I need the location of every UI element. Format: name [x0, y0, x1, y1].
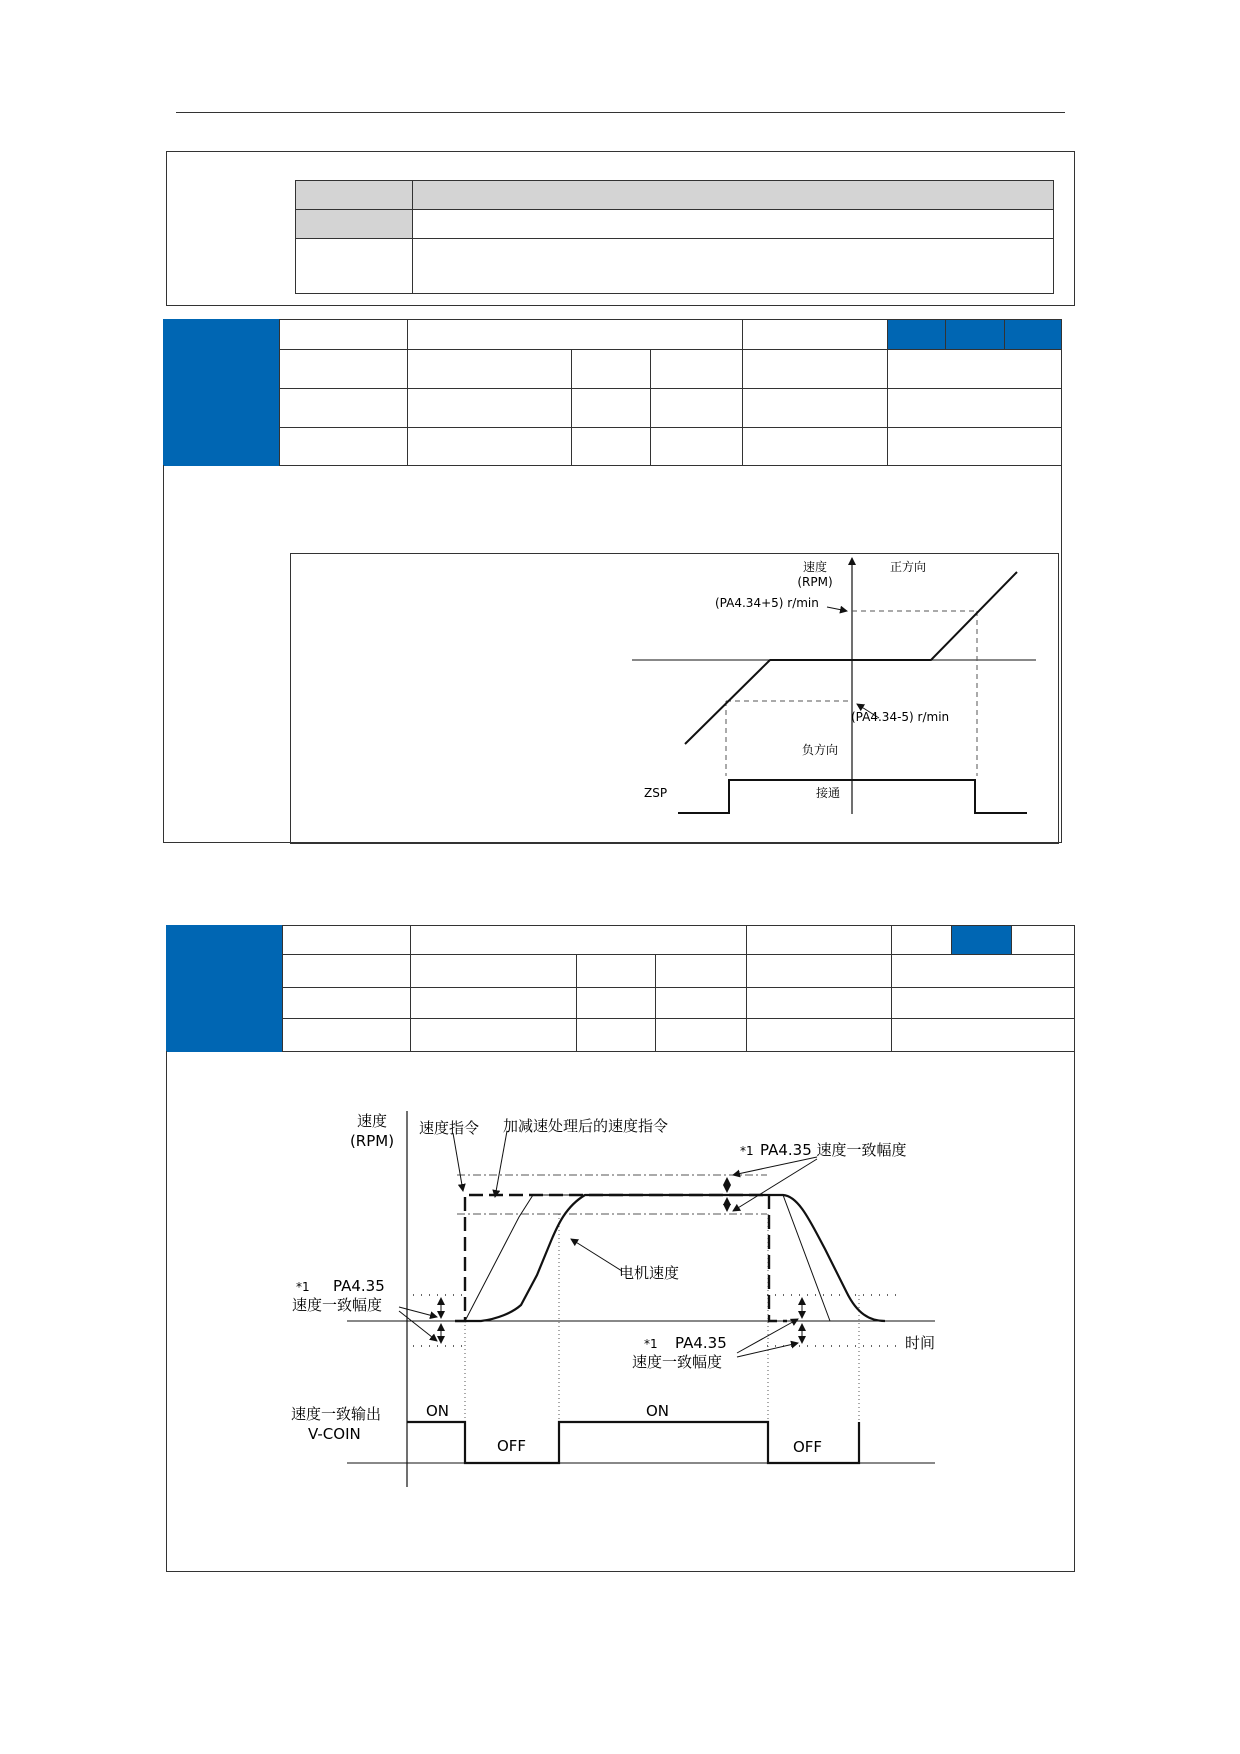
param-cell: [283, 926, 411, 955]
mode-cell: [1012, 926, 1075, 955]
accel-command-label: 加减速处理后的速度指令: [503, 1117, 669, 1135]
speed-label-line2: (RPM): [797, 575, 833, 589]
summary-cell: [296, 239, 413, 294]
param-cell: [656, 988, 747, 1019]
param-cell: [888, 389, 1062, 428]
param-cell: [888, 350, 1062, 389]
param-cell: [411, 926, 747, 955]
param-cell: [577, 988, 656, 1019]
summary-cell: [413, 239, 1054, 294]
param-cell: [280, 350, 408, 389]
upper-threshold-label: (PA4.34+5) r/min: [715, 596, 819, 610]
param-cell: [283, 988, 411, 1019]
vcoin-speed-label-line2: (RPM): [349, 1132, 395, 1150]
on-label: ON: [426, 1402, 450, 1420]
param-cell: [651, 389, 743, 428]
summary-cell: [296, 210, 413, 239]
note-mark-bottom: *1: [644, 1337, 658, 1351]
left-param-label: PA4.35: [333, 1277, 385, 1295]
param-cell: [408, 350, 572, 389]
param-cell: [651, 350, 743, 389]
param-cell: [572, 428, 651, 466]
positive-direction-label: 正方向: [890, 560, 927, 574]
zsp-signal-label: ZSP: [644, 786, 668, 800]
param-cell: [411, 1019, 577, 1052]
lower-threshold-label: (PA4.34-5) r/min: [851, 710, 950, 724]
negative-direction-label: 负方向: [801, 743, 839, 757]
summary-cell: [296, 181, 413, 210]
mode-cell: [888, 320, 946, 350]
summary-table: [295, 180, 1054, 294]
speed-command-leader: [453, 1133, 463, 1191]
param-cell: [743, 320, 888, 350]
param-cell: [888, 428, 1062, 466]
param-cell: [572, 350, 651, 389]
accel-command-leader: [495, 1131, 507, 1197]
mode-cell: [1005, 320, 1062, 350]
param-table: [282, 925, 1075, 1052]
time-axis-label: 时间: [905, 1334, 936, 1352]
param-cell: [747, 988, 892, 1019]
off-label: OFF: [497, 1437, 527, 1455]
vcoin-diagram: [167, 1051, 1074, 1570]
zsp-figure-frame: [290, 553, 1059, 844]
param-cell: [280, 389, 408, 428]
left-param-desc: 速度一致幅度: [292, 1296, 383, 1314]
off-label: OFF: [793, 1438, 823, 1456]
upper-threshold-arrow: [827, 607, 847, 611]
param-cell: [408, 389, 572, 428]
param-cell: [656, 955, 747, 988]
mode-cell: [952, 926, 1012, 955]
param-cell: [747, 955, 892, 988]
param-description: [166, 1051, 1075, 1572]
note-mark-top: *1: [740, 1144, 754, 1158]
zsp-diagram: [291, 554, 1060, 845]
summary-cell: [413, 181, 1054, 210]
vcoin-output-trace: [407, 1422, 859, 1463]
bottom-param-desc: 速度一致幅度: [632, 1353, 723, 1371]
output-label-line2: V-COIN: [308, 1425, 361, 1443]
param-cell: [408, 428, 572, 466]
param-id-block: [163, 319, 279, 466]
param-cell: [411, 988, 577, 1019]
param-cell: [747, 926, 892, 955]
mode-cell: [892, 926, 952, 955]
param-cell: [743, 389, 888, 428]
on-label: ON: [646, 1402, 670, 1420]
motor-speed-label: 电机速度: [619, 1264, 680, 1282]
param-cell: [408, 320, 743, 350]
param-cell: [280, 428, 408, 466]
zsp-state-label: 接通: [815, 786, 841, 800]
param-cell: [892, 955, 1075, 988]
mode-cell: [946, 320, 1005, 350]
param-cell: [892, 988, 1075, 1019]
header-rule: [176, 112, 1065, 113]
speed-label-line1: 速度: [802, 560, 828, 574]
bottom-note-leader: [737, 1319, 798, 1353]
param-cell: [411, 955, 577, 988]
top-note-label: PA4.35 速度一致幅度: [760, 1141, 907, 1159]
param-cell: [577, 1019, 656, 1052]
param-id-block: [166, 925, 282, 1052]
param-cell: [892, 1019, 1075, 1052]
summary-cell: [413, 210, 1054, 239]
param-cell: [656, 1019, 747, 1052]
output-label-line1: 速度一致输出: [291, 1405, 382, 1423]
param-cell: [283, 955, 411, 988]
param-cell: [572, 389, 651, 428]
note-mark-left: *1: [296, 1280, 310, 1294]
bottom-param-label: PA4.35: [675, 1334, 727, 1352]
param-cell: [577, 955, 656, 988]
param-cell: [280, 320, 408, 350]
top-note-leader: [733, 1157, 817, 1175]
speed-command-label: 速度指令: [419, 1119, 480, 1137]
accel-command-trace: [465, 1195, 830, 1321]
param-cell: [743, 428, 888, 466]
top-note-leader: [733, 1159, 817, 1211]
param-cell: [743, 350, 888, 389]
vcoin-speed-label-line1: 速度: [356, 1112, 388, 1130]
motor-speed-leader: [571, 1239, 622, 1271]
param-cell: [747, 1019, 892, 1052]
param-cell: [283, 1019, 411, 1052]
param-table: [279, 319, 1062, 466]
param-cell: [651, 428, 743, 466]
